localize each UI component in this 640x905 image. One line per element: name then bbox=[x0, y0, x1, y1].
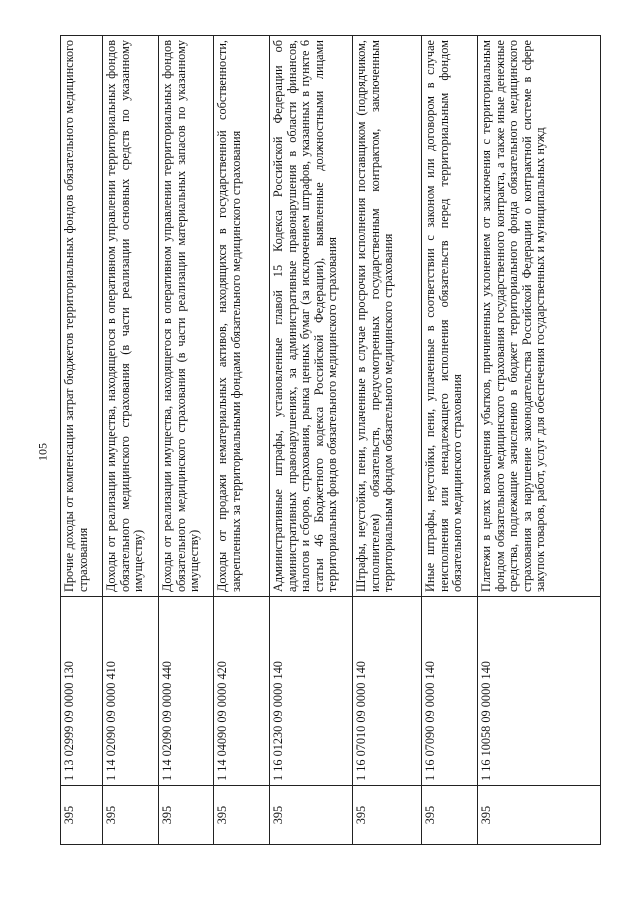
description-cell: Прочие доходы от компенсации затрат бюджетов территориальных фондов обязательного медицинского страхования bbox=[61, 36, 103, 597]
table-row bbox=[61, 36, 103, 845]
description-cell: Иные штрафы, неустойки, пени, уплаченные в соответствии с законом или договором в случае неисполнения или ненадлежащего исполнения обязательств перед территориальным фондом обязательного медицинского страхования bbox=[422, 36, 478, 597]
admin-code-cell: 395 bbox=[478, 786, 601, 845]
admin-code-cell: 395 bbox=[422, 786, 478, 845]
table-row bbox=[159, 36, 214, 845]
description-cell: Доходы от реализации имущества, находящегося в оперативном управлении территориальных фондов обязательного медицинского страхования (в части реализации основных средств по указанному имуществу) bbox=[103, 36, 159, 597]
admin-code-cell: 395 bbox=[159, 786, 214, 845]
description-cell: Штрафы, неустойки, пени, уплаченные в случае просрочки исполнения поставщиком (подрядчиком, исполнителем) обязательств, предусмотренных государственным контрактом, заключенным территориальным фондом обязательного медицинского страхования bbox=[353, 36, 422, 597]
admin-code-cell: 395 bbox=[270, 786, 353, 845]
table-row bbox=[478, 36, 601, 845]
kbk-code-cell: 1 16 07090 09 0000 140 bbox=[422, 597, 478, 786]
kbk-code-cell: 1 16 07010 09 0000 140 bbox=[353, 597, 422, 786]
description-cell: Платежи в целях возмещения убытков, причиненных уклонением от заключения с территориальным фондом обязательного медицинского страхования государственного контракта, а также иные денежные средства, подлежащие зачислению в бюджет территориального фонда обязательного медицинского страхования за нарушение законодательства Российской Федерации о контрактной системе в сфере закупок товаров, работ, услуг для обеспечения государственных и муниципальных нужд bbox=[478, 36, 601, 597]
admin-code-cell: 395 bbox=[214, 786, 270, 845]
description-cell: Административные штрафы, установленные главой 15 Кодекса Российской Федерации об административных правонарушениях, за административные правонарушения в области финансов, налогов и сборов, страхования, рынка ценных бумаг (за исключением штрафов, указанных в пункте 6 статьи 46 Бюджетного кодекса Российской Федерации), выявленные должностными лицами территориальных фондов обязательного медицинского страхования bbox=[270, 36, 353, 597]
kbk-code-cell: 1 14 04090 09 0000 420 bbox=[214, 597, 270, 786]
table-row bbox=[270, 36, 353, 845]
description-cell: Доходы от продажи нематериальных активов, находящихся в государственной собственности, закрепленных за территориальными фондами обязательного медицинского страхования bbox=[214, 36, 270, 597]
admin-code-cell: 395 bbox=[103, 786, 159, 845]
page-number: 105 bbox=[35, 443, 50, 461]
table-row bbox=[214, 36, 270, 845]
kbk-code-cell: 1 16 10058 09 0000 140 bbox=[478, 597, 601, 786]
table-row bbox=[422, 36, 478, 845]
description-cell: Доходы от реализации имущества, находящегося в оперативном управлении территориальных фондов обязательного медицинского страхования (в части реализации материальных запасов по указанному имуществу) bbox=[159, 36, 214, 597]
admin-code-cell: 395 bbox=[61, 786, 103, 845]
admin-code-cell: 395 bbox=[353, 786, 422, 845]
rotated-page-content bbox=[60, 35, 600, 845]
table-row bbox=[103, 36, 159, 845]
kbk-code-cell: 1 16 01230 09 0000 140 bbox=[270, 597, 353, 786]
kbk-code-cell: 1 14 02090 09 0000 410 bbox=[103, 597, 159, 786]
kbk-code-cell: 1 13 02999 09 0000 130 bbox=[61, 597, 103, 786]
table-row bbox=[353, 36, 422, 845]
revenue-classification-table bbox=[60, 35, 601, 845]
kbk-code-cell: 1 14 02090 09 0000 440 bbox=[159, 597, 214, 786]
